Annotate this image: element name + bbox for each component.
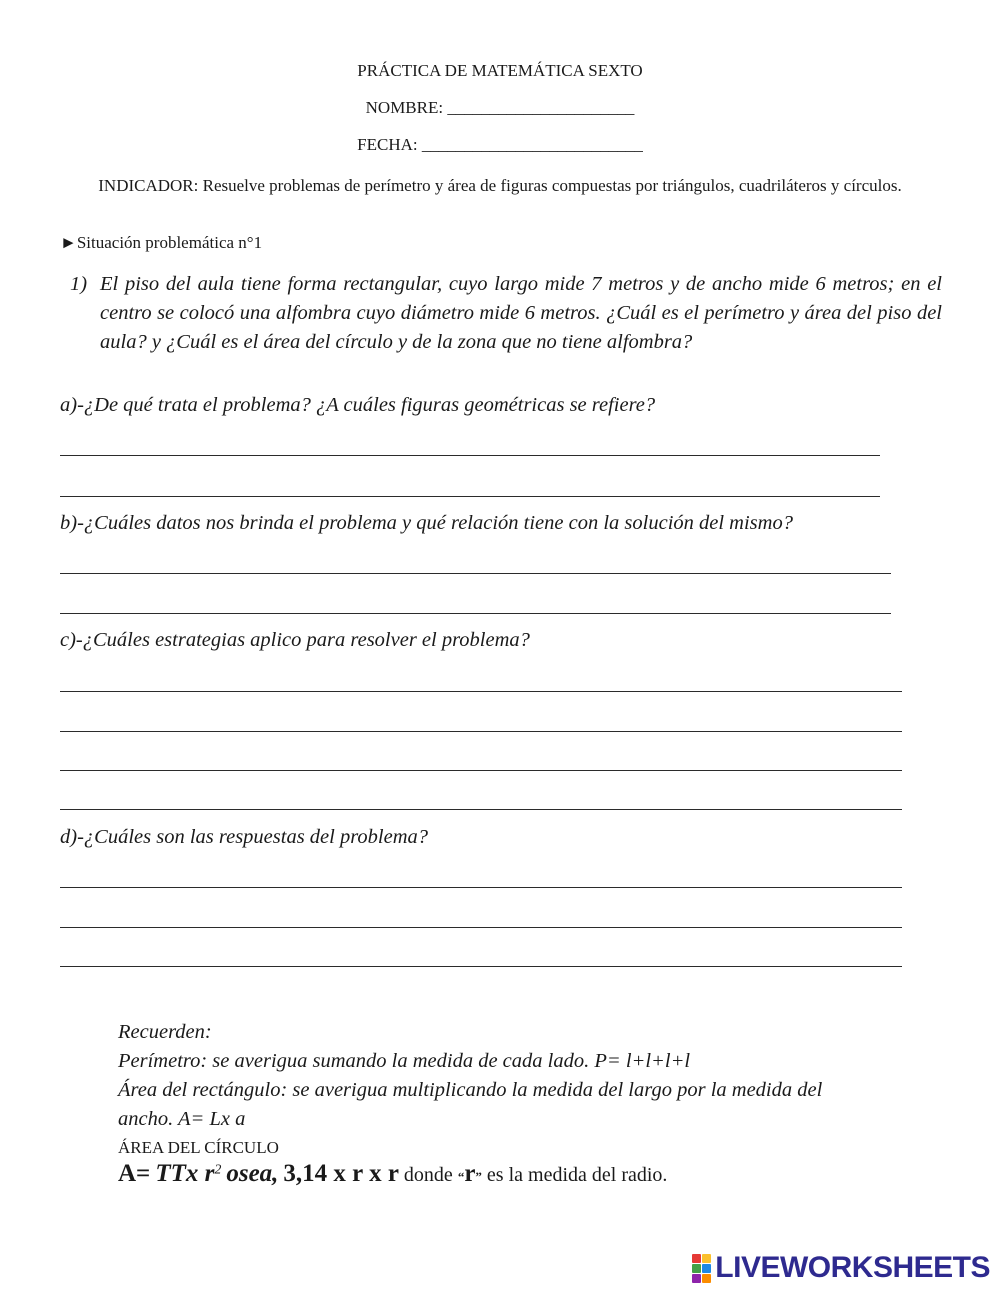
formula-tail: es la medida del radio.	[486, 1164, 668, 1186]
question-d: d)-¿Cuáles son las respuestas del problema?	[60, 826, 429, 848]
triangle-bullet-icon: ►	[60, 233, 77, 252]
formula-close-quote: ”	[475, 1169, 482, 1184]
problem-statement	[70, 270, 942, 360]
name-field-label: NOMBRE: ______________________	[365, 98, 635, 117]
reminder-title: Recuerden:	[118, 1021, 212, 1043]
formula-osea: osea,	[226, 1160, 279, 1187]
formula-expression: 3,14 x r x r	[283, 1160, 399, 1187]
date-field-label: FECHA: __________________________	[357, 135, 643, 154]
problem-number: 1)	[70, 273, 88, 295]
problem-text: El piso del aula tiene forma rectangular, cuyo largo mide 7 metros y de ancho mide 6 metros; en el centro se colocó una alfombra cuyo diámetro mide 6 metros. ¿Cuál es el perímetro y área del piso del aula? y ¿Cuál es el área del círculo y de la zona que no tiene alfombra?	[100, 273, 942, 353]
question-c: c)-¿Cuáles estrategias aplico para resolver el problema?	[60, 629, 530, 651]
worksheet-title: PRÁCTICA DE MATEMÁTICA SEXTO	[357, 61, 643, 80]
situation-label: Situación problemática n°1	[76, 233, 263, 252]
question-a: a)-¿De qué trata el problema? ¿A cuáles figuras geométricas se refiere?	[60, 394, 656, 416]
reminder-perimeter: Perímetro: se averigua sumando la medida de cada lado. P= l+l+l+l	[118, 1050, 691, 1072]
liveworksheets-logo	[692, 1252, 990, 1284]
formula-donde: donde	[403, 1164, 453, 1186]
answer-line[interactable]	[60, 613, 891, 614]
formula-open-quote: “	[457, 1169, 465, 1184]
answer-line[interactable]	[60, 809, 902, 810]
formula-a: A=	[118, 1160, 151, 1187]
answer-line[interactable]	[60, 927, 902, 928]
situation-heading	[60, 233, 262, 253]
answer-line[interactable]	[60, 770, 902, 771]
logo-text: LIVEWORKSHEETS	[715, 1251, 990, 1284]
answer-line[interactable]	[60, 573, 891, 574]
indicator-text: INDICADOR: Resuelve problemas de perímetro y área de figuras compuestas por triángulos, cuadriláteros y círculos.	[98, 176, 902, 195]
answer-line[interactable]	[60, 731, 902, 732]
reminder-rect-area-cont: ancho. A= Lx a	[118, 1108, 246, 1130]
circle-area-formula	[118, 1160, 667, 1188]
answer-line[interactable]	[60, 691, 902, 692]
formula-r: r	[464, 1160, 476, 1187]
answer-line[interactable]	[60, 496, 880, 497]
formula-pi: TTx r	[155, 1160, 215, 1187]
logo-blocks-icon	[692, 1254, 711, 1283]
reminder-rect-area: Área del rectángulo: se averigua multiplicando la medida del largo por la medida del	[118, 1079, 823, 1101]
question-b: b)-¿Cuáles datos nos brinda el problema y qué relación tiene con la solución del mismo?	[60, 512, 793, 534]
answer-line[interactable]	[60, 455, 880, 456]
answer-line[interactable]	[60, 966, 902, 967]
circle-area-heading: ÁREA DEL CÍRCULO	[118, 1138, 279, 1157]
answer-line[interactable]	[60, 887, 902, 888]
formula-exponent: 2	[214, 1162, 222, 1178]
